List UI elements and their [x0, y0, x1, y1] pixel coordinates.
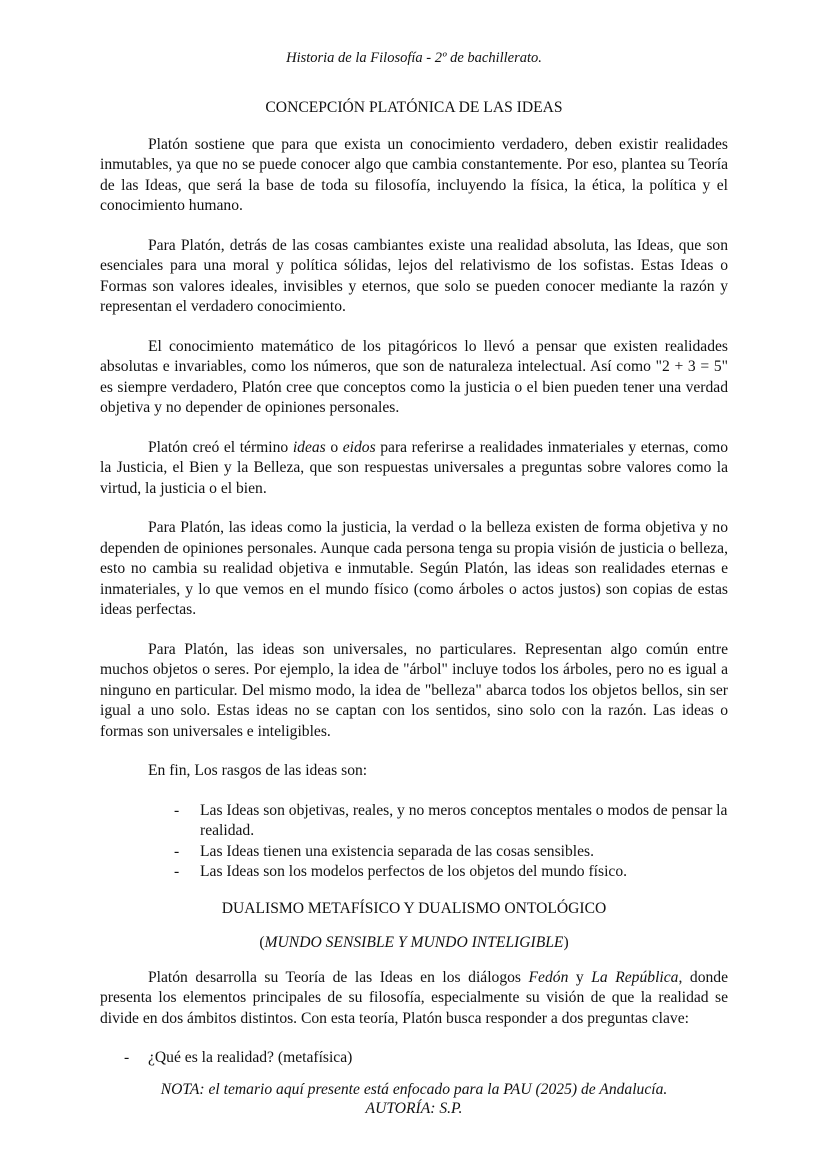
- list-item: [100, 801, 728, 842]
- paragraph-7-part-a: Platón desarrolla su Teoría de las Ideas en los diálogos: [148, 968, 529, 986]
- list-item-text: Las Ideas son objetivas, reales, y no meros conceptos mentales o modos de pensar la realidad.: [200, 801, 728, 839]
- title-fedon: Fedón: [528, 968, 569, 986]
- list-item: [100, 1048, 728, 1069]
- dash-bullet: -: [174, 863, 180, 880]
- paragraph-6: Para Platón, las ideas son universales, no particulares. Representan algo común entre muchos objetos o seres. Por ejemplo, la idea de "árbol" incluye todos los árboles, pero no es igual a ninguno en particular. Del mismo modo, la idea de "belleza" abarca todos los objetos bellos, sin ser igual a uno solo. Estas ideas no se captan con los sentidos, sino solo con la razón. Las ideas o formas son universales e inteligibles.: [100, 640, 728, 740]
- list-item-text: ¿Qué es la realidad? (metafísica): [148, 1049, 353, 1066]
- paragraph-7: [100, 968, 728, 1030]
- list-item-text: Las Ideas son los modelos perfectos de los objetos del mundo físico.: [200, 863, 628, 880]
- paragraph-2: Para Platón, detrás de las cosas cambiantes existe una realidad absoluta, las Ideas, que son esenciales para una moral y política sólidas, lejos del relativismo de los sofistas. Estas Ideas o Formas son valores ideales, invisibles y eternos, que solo se pueden conocer mediante la razón y representan el verdadero conocimiento.: [100, 236, 728, 315]
- page-header: Historia de la Filosofía - 2º de bachillerato.: [286, 50, 542, 66]
- section-title: DUALISMO METAFÍSICO Y DUALISMO ONTOLÓGICO: [221, 899, 607, 917]
- dash-bullet: -: [174, 801, 180, 819]
- list-item: [100, 842, 728, 863]
- questions-list: [100, 1048, 728, 1069]
- section-subtitle: [100, 933, 728, 954]
- paragraph-4: [100, 438, 728, 500]
- paragraph-4-part-e: para referirse a realidades inmateriales y eternas, como la Justicia, el Bien y la Belleza, que son respuestas universales a preguntas sobre valores como la virtud, la justicia o el bien.: [100, 438, 728, 497]
- dash-bullet: -: [124, 1049, 130, 1066]
- subtitle-italic: MUNDO SENSIBLE Y MUNDO INTELIGIBLE: [264, 934, 564, 951]
- subtitle-close: ): [563, 934, 569, 951]
- dash-bullet: -: [174, 842, 180, 860]
- list-item: [100, 862, 728, 883]
- traits-list: [100, 801, 728, 883]
- footer-note: NOTA: el temario aquí presente está enfocado para la PAU (2025) de Andalucía.: [160, 1081, 668, 1098]
- footer-author: AUTORÍA: S.P.: [365, 1100, 463, 1117]
- page-footer: [0, 1080, 828, 1118]
- paragraph-4-part-c: o: [325, 438, 343, 456]
- page-title: CONCEPCIÓN PLATÓNICA DE LAS IDEAS: [265, 99, 563, 116]
- paragraph-7-part-e: , donde presenta los elementos principales de su filosofía, especialmente su visión de que la realidad se divide en dos ámbitos distintos. Con esta teoría, Platón busca responder a dos preguntas clave:: [100, 968, 729, 1027]
- subtitle-open: (: [259, 934, 265, 951]
- list-item-text: Las Ideas tienen una existencia separada de las cosas sensibles.: [200, 842, 595, 860]
- term-eidos: eidos: [342, 438, 376, 456]
- paragraph-4-part-a: Platón creó el término: [148, 438, 293, 456]
- paragraph-7-part-c: y: [568, 968, 592, 986]
- paragraph-3: El conocimiento matemático de los pitagóricos lo llevó a pensar que existen realidades absolutas e invariables, como los números, que son de naturaleza intelectual. Así como "2 + 3 = 5" es siempre verdadero, Platón cree que conceptos como la justicia o el bien pueden tener una verdad objetiva y no depender de opiniones personales.: [100, 337, 728, 416]
- title-la-republica: La República: [591, 968, 679, 986]
- paragraph-5: Para Platón, las ideas como la justicia, la verdad o la belleza existen de forma objetiva y no dependen de opiniones personales. Aunque cada persona tenga su propia visión de justicia o belleza, esto no cambia su realidad objetiva e inmutable. Según Platón, las ideas son realidades eternas e inmateriales, y lo que vemos en el mundo físico (como árboles o actos justos) son copias de estas ideas perfectas.: [100, 519, 728, 618]
- traits-intro: En fin, Los rasgos de las ideas son:: [148, 762, 368, 779]
- document-body: [100, 98, 728, 1069]
- paragraph-1: Platón sostiene que para que exista un conocimiento verdadero, deben existir realidades inmutables, ya que no se puede conocer algo que cambia constantemente. Por eso, plantea su Teoría de las Ideas, que será la base de toda su filosofía, incluyendo la física, la ética, la política y el conocimiento humano.: [100, 135, 728, 214]
- term-ideas: ideas: [292, 438, 326, 456]
